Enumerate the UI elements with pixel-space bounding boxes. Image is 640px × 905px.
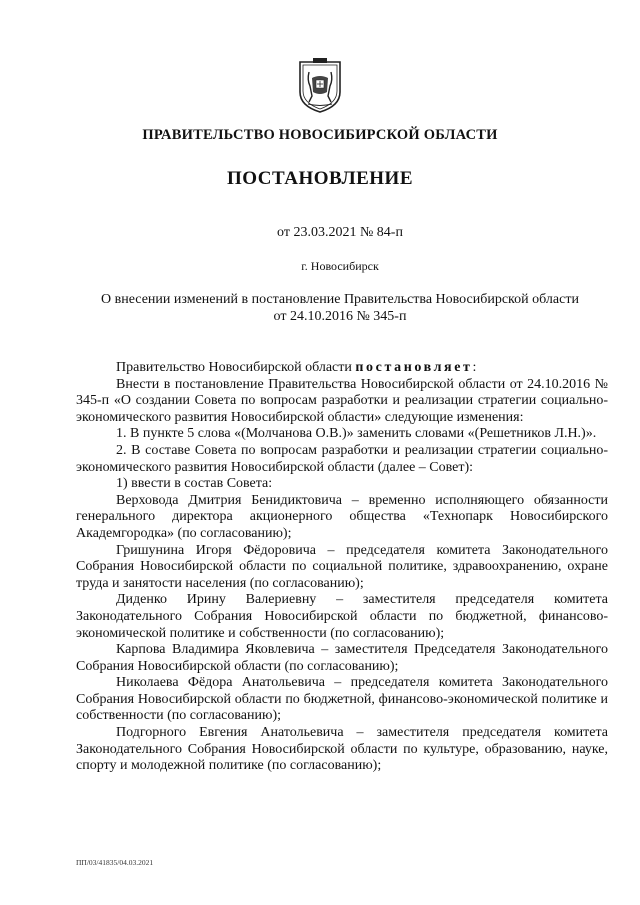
paragraph-item-1: 1. В пункте 5 слова «(Молчанова О.В.)» заменить словами «(Решетников Л.Н.)».: [116, 426, 597, 442]
member-nikolaev: Николаева Фёдора Анатольевича – председателя комитета Законодательного Собрания Новосибирской области по бюджетной, финансово-экономической политике и собственности (по согласованию);: [76, 675, 608, 724]
member-grishunin: Гришунина Игоря Фёдоровича – председателя комитета Законодательного Собрания Новосибирской области по социальной политике, здравоохранению, охране труда и занятости населения (по согласованию);: [76, 542, 608, 591]
member-karpov: Карпова Владимира Яковлевича – заместителя Председателя Законодательного Собрания Новосибирской области (по согласованию);: [76, 642, 608, 674]
document-subject: [60, 291, 620, 325]
subject-line-1: О внесении изменений в постановление Правительства Новосибирской области: [101, 292, 579, 307]
member-podgorny: Подгорного Евгения Анатольевича – заместителя председателя комитета Законодательного Собрания Новосибирской области по культуре, образованию, науке, спорту и молодежной политике (по согласованию);: [76, 725, 608, 774]
member-verkhovod: Верховода Дмитрия Бенидиктовича – временно исполняющего обязанности генерального директора акционерного общества «Технопарк Новосибирского Академгородка» (по согласованию);: [76, 492, 608, 541]
document-body: [76, 360, 608, 775]
document-city: г. Новосибирск: [301, 259, 379, 273]
document-type: ПОСТАНОВЛЕНИЕ: [226, 168, 414, 189]
subject-line-2: от 24.10.2016 № 345-п: [273, 309, 407, 324]
document-date-number: от 23.03.2021 № 84-п: [277, 225, 403, 240]
intro-suffix: :: [472, 360, 477, 375]
paragraph-item-2: 2. В составе Совета по вопросам разработки и реализации стратегии социально-экономического развития Новосибирской области (далее – Совет):: [76, 442, 608, 475]
government-title: ПРАВИТЕЛЬСТВО НОВОСИБИРСКОЙ ОБЛАСТИ: [142, 127, 498, 143]
paragraph-subitem-1: 1) ввести в состав Совета:: [116, 476, 273, 492]
coat-of-arms-icon: [297, 58, 343, 114]
intro-verb: постановляет: [355, 360, 473, 375]
intro-paragraph: [76, 360, 608, 377]
intro-prefix: Правительство Новосибирской области: [116, 360, 356, 375]
footer-registration-code: ПП/03/41835/04.03.2021: [76, 858, 154, 867]
paragraph-amend: Внести в постановление Правительства Новосибирской области от 24.10.2016 № 345-п «О создании Совета по вопросам разработки и реализации стратегии социально-экономического развития Новосибирской области» следующие изменения:: [76, 376, 608, 425]
member-didenko: Диденко Ирину Валериевну – заместителя председателя комитета Законодательного Собрания Новосибирской области по бюджетной, финансово-экономической политике и собственности (по согласованию);: [76, 592, 608, 641]
